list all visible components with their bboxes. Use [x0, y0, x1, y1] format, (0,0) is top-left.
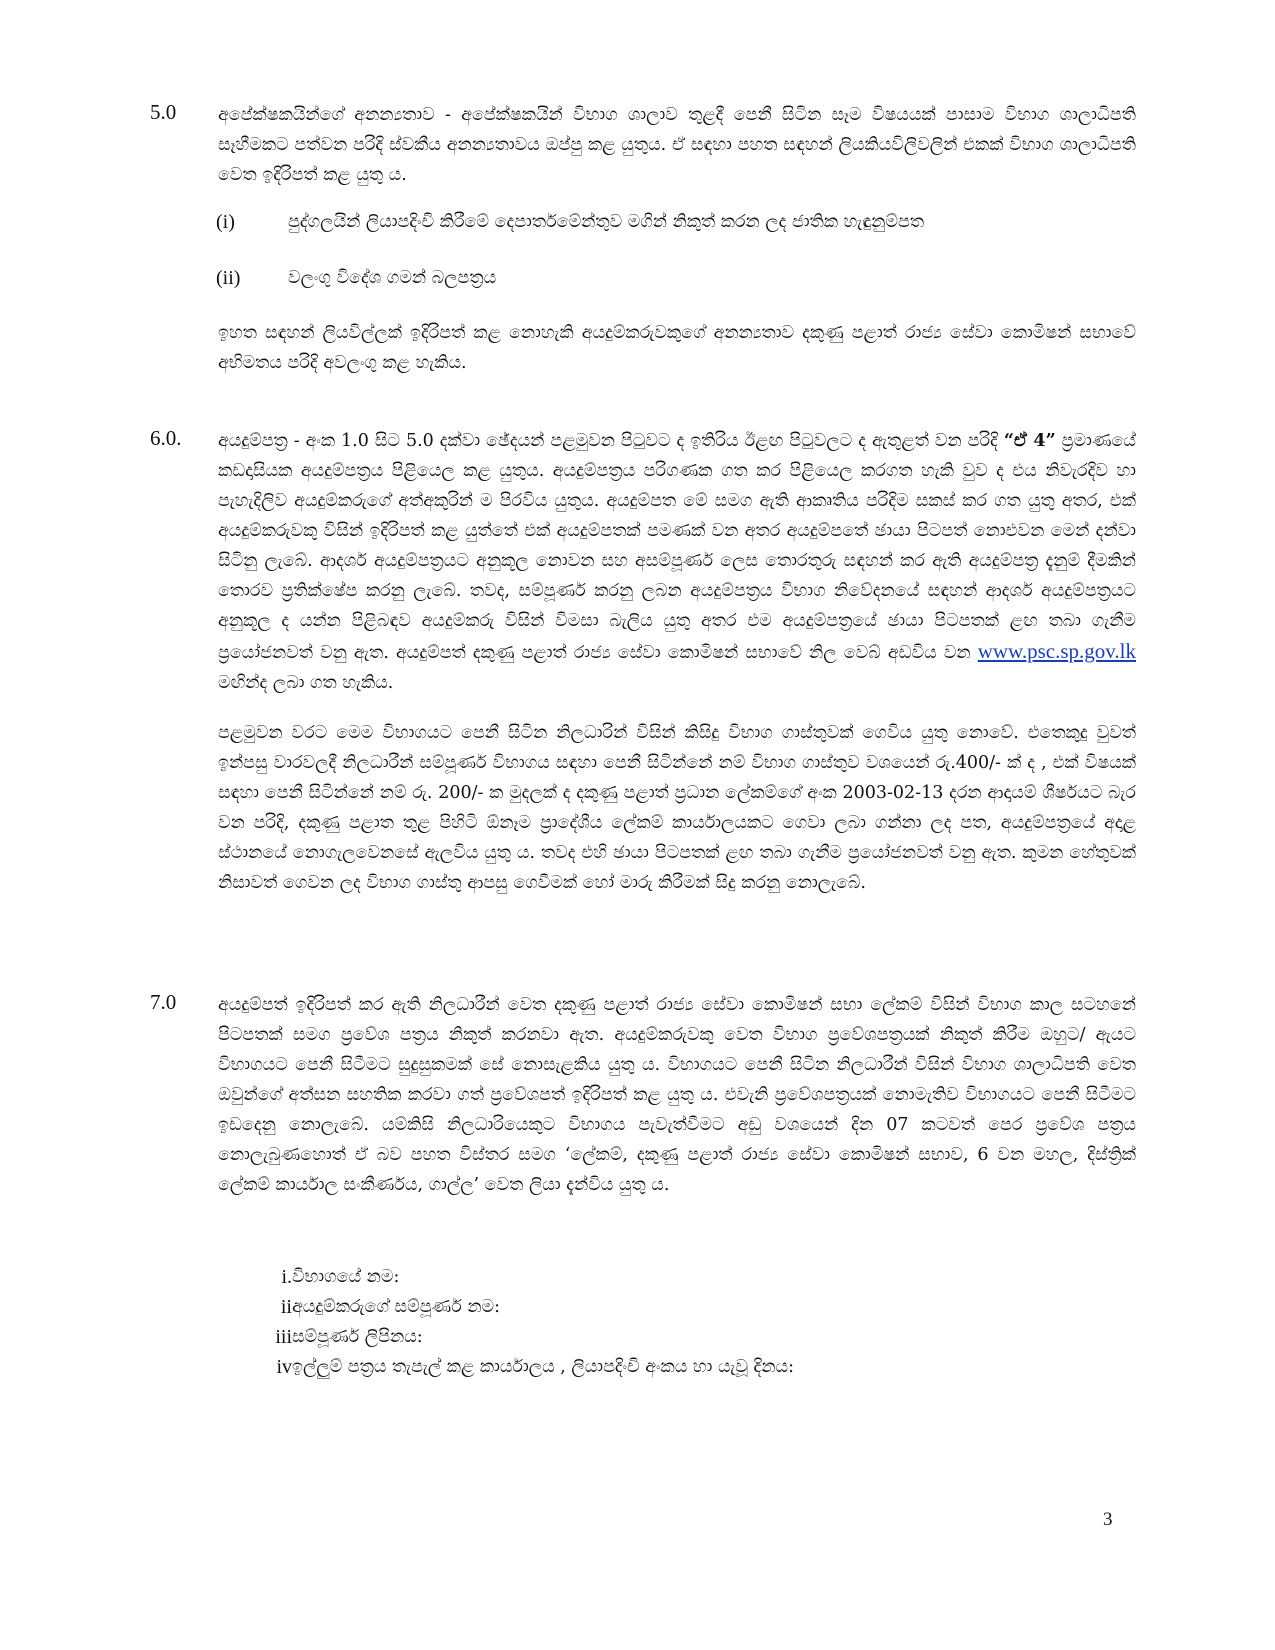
section-body	[218, 990, 1136, 1220]
list-marker: ii	[280, 1296, 292, 1318]
paragraph: පළමුවන වරට මෙම විභාගයට පෙනී සිටින නිලධාරින් විසින් කිසිදු විභාග ගාස්තුවක් ගෙවිය යුතු නොවේ. එතෙකුදු වුවත් ඉන්පසු වාරවලදී නිලධාරීන් සම්පූර්ණ විභාගය සඳහා පෙනී සිටින්නේ නම් විභාග ගාස්තුව වශයෙන් රු.400/- ක් ද , එක් විෂයක් සඳහා පෙනී සිටින්නේ නම් රු. 200/- ක මුදලක් ද දකුණු පළාත් ප්‍රධාන ලේකම්ගේ අංක 2003-02-13 දරන ආදායම් ශීර්ෂයට බැර වන පරිදි, දකුණු පළාත තුළ පිහිටි ඕනෑම ප්‍රාදේශීය ලේකම් කාර්යාලයකට ගෙවා ලබා ගන්නා ලද පත, අයදුම්පත්‍රයේ අදාළ ස්ථානයේ නොගැලවෙනසේ ඇලවිය යුතු ය. තවද එහි ඡායා පිටපතක් ළඟ තබා ගැනීම ප්‍රයෝජනවත් වනු ඇත. කුමන හේතුවක් නිසාවත් ගෙවන ලද විභාග ගාස්තු ආපසු ගෙවීමක් හෝ මාරු කිරීමක් සිදු කරනු නොලැබේ.	[218, 723, 1136, 893]
paper-size-label: “ඒ 4”	[1003, 431, 1056, 451]
paragraph-text: අයදුම්පත්‍ර - අංක 1.0 සිට 5.0 දක්වා ඡේදයන් පළමුවන පිටුවට ද ඉතිරිය ඊළඟ පිටුවලට ද ඇතුළත් වන පරිදි	[218, 431, 1004, 451]
section-body	[218, 318, 1136, 398]
details-list	[242, 1262, 1092, 1382]
paragraph: අයදුම්පත් ඉදිරිපත් කර ඇති නිලධාරීන් වෙත දකුණු පළාත් රාජ්‍ය සේවා කොමිෂන් සභා ලේකම් විසින් විභාග කාල සටහනේ පිටපතක් සමග ප්‍රවේශ පත්‍රය නිකුත් කරනවා ඇත. අයදුම්කරුවකු වෙත විභාග ප්‍රවේශපත්‍රයක් නිකුත් කිරීම ඔහුට/ ඇයට විභාගයට පෙනී සිටීමට සුදුසුකමක් සේ නොසැළකිය යුතු ය. විභාගයට පෙනී සිටින නිලධාරීන් විසින් විභාග ශාලාධිපති වෙත ඔවුන්ගේ අත්සන සහතික කරවා ගත් ප්‍රවේශපත් ඉදිරිපත් කළ යුතු ය. එවැනි ප්‍රවේශපත්‍රයක් නොමැතිව විභාගයට පෙනී සිටීමට ඉඩදෙනු නොලැබේ. යම්කිසි නිලධාරියෙකුට විභාගය පැවැත්වීමට අඩු වශයෙන් දින 07 කටවත් පෙර ප්‍රවේශ පත්‍රය නොලැබුණහොත් ඒ බව පහත විස්තර සමග ‘ලේකම්, දකුණු පළාත් රාජ්‍ය සේවා කොමිෂන් සභාව, 6 වන මහල, දිස්ත්‍රික් ලේකම් කාර්යාල සංකීර්ණය, ගාල්ල’ වෙත ලියා දැන්විය යුතු ය.	[218, 995, 1136, 1195]
list-marker: i.	[281, 1266, 292, 1288]
list-marker: (ii)	[216, 267, 241, 289]
list-item	[242, 1262, 1092, 1292]
list-item-text: අයදුම්කරුගේ සම්පූර්ණ නම:	[292, 1297, 501, 1317]
list-marker: iv	[276, 1356, 292, 1378]
id-document-list	[216, 208, 1116, 292]
list-item-text: සම්පූර්ණ ලිපිනය:	[292, 1327, 423, 1347]
list-item	[242, 1322, 1092, 1352]
list-item	[216, 208, 1116, 264]
section-number: 7.0	[150, 990, 177, 1014]
list-item-text: වලංගු විදේශ ගමන් බලපත්‍රය	[288, 268, 497, 288]
section-number: 5.0	[150, 100, 177, 124]
paragraph-text: මඟින්ද ලබා ගත හැකිය.	[218, 673, 394, 693]
list-item	[242, 1292, 1092, 1322]
list-item-text: ඉල්ලුම් පත්‍රය තැපැල් කළ කාර්යාලය , ලියාපදිංචි අංකය හා යැවූ දිනය:	[292, 1357, 795, 1377]
paragraph: අපේක්ෂකයින්ගේ අනන්‍යතාව - අපේක්ෂකයින් විභාග ශාලාව තුළදී පෙනී සිටින සෑම විෂයයක් පාසාම විභාග ශාලාධිපති සෑහීමකට පත්වන පරිදි ස්වකීය අනන්‍යතාවය ඔප්පු කළ යුතුය. ඒ සඳහා පහත සඳහන් ලියකියවිලිවලින් එකක් විභාග ශාලාධිපති වෙත ඉදිරිපත් කළ යුතු ය.	[218, 105, 1136, 185]
section-body	[218, 100, 1136, 210]
website-link[interactable]: www.psc.sp.gov.lk	[977, 639, 1136, 663]
list-marker: iii	[275, 1326, 292, 1348]
section-body	[218, 426, 1136, 918]
list-item-text: පුද්ගලයින් ලියාපදිංචි කිරීමේ දෙපාර්තමේන්තුව මගින් නිකුත් කරන ලද ජාතික හැඳුනුම්පත	[288, 212, 925, 232]
paragraph: ඉහත සඳහන් ලියවිල්ලක් ඉදිරිපත් කළ නොහැකි අයදුම්කරුවකුගේ අනන්‍යතාව දකුණු පළාත් රාජ්‍ය සේවා කොමිෂන් සභාවේ අභිමතය පරිදි අවලංගු කළ හැකිය.	[218, 323, 1136, 373]
paragraph-text: ප්‍රමාණයේ කඩදාසියක අයදුම්පත්‍රය පිළියෙල කළ යුතුය. අයදුම්පත්‍රය පරිගණක ගත කර පිළියෙල කරගත හැකි වුව ද එය නිවැරදිව හා පැහැදිලිව අයදුම්කරුගේ අත්අකුරින් ම පිරවිය යුතුය. අයදුම්පත මේ සමග ඇති ආකෘතිය පරිදිම සකස් කර ගත යුතු අතර, එක් අයදුම්කරුවකු විසින් ඉදිරිපත් කළ යුත්තේ එක් අයදුම්පතක් පමණක් වන අතර අයදුම්පතේ ඡායා පිටපත් නොඑවන මෙන් දන්වා සිටිනු ලැබේ. ආදර්ශ අයදුම්පත්‍රයට අනුකූල නොවන සහ අසම්පූර්ණ ලෙස තොරතුරු සඳහන් කර ඇති අයදුම්පත්‍ර දැනුම් දීමකින් තොරව ප්‍රතික්ෂේප කරනු ලැබේ. තවද, සම්පූර්ණ කරනු ලබන අයදුම්පත්‍රය විභාග නිවේදනයේ සඳහන් ආදර්ශ අයදුම්පත්‍රයට අනුකූල ද යන්න පිළිබඳව අයදුම්කරු විසින් විමසා බැලිය යුතු අතර එම අයදුම්පත්‍රයේ ඡායා පිටපතක් ළඟ තබා ගැනීම ප්‍රයෝජනවත් වනු ඇත. අයදුම්පත් දකුණු පළාත් රාජ්‍ය සේවා කොමිෂන් සභාවේ නිල වෙබ් අඩවිය වන	[218, 431, 1136, 663]
section-number: 6.0.	[150, 426, 182, 450]
list-marker: (i)	[216, 211, 235, 233]
list-item	[216, 264, 1116, 292]
page-number: 3	[1103, 1509, 1113, 1530]
list-item	[242, 1352, 1092, 1382]
paragraph	[218, 426, 1136, 698]
list-item-text: විභාගයේ නම:	[292, 1267, 400, 1287]
